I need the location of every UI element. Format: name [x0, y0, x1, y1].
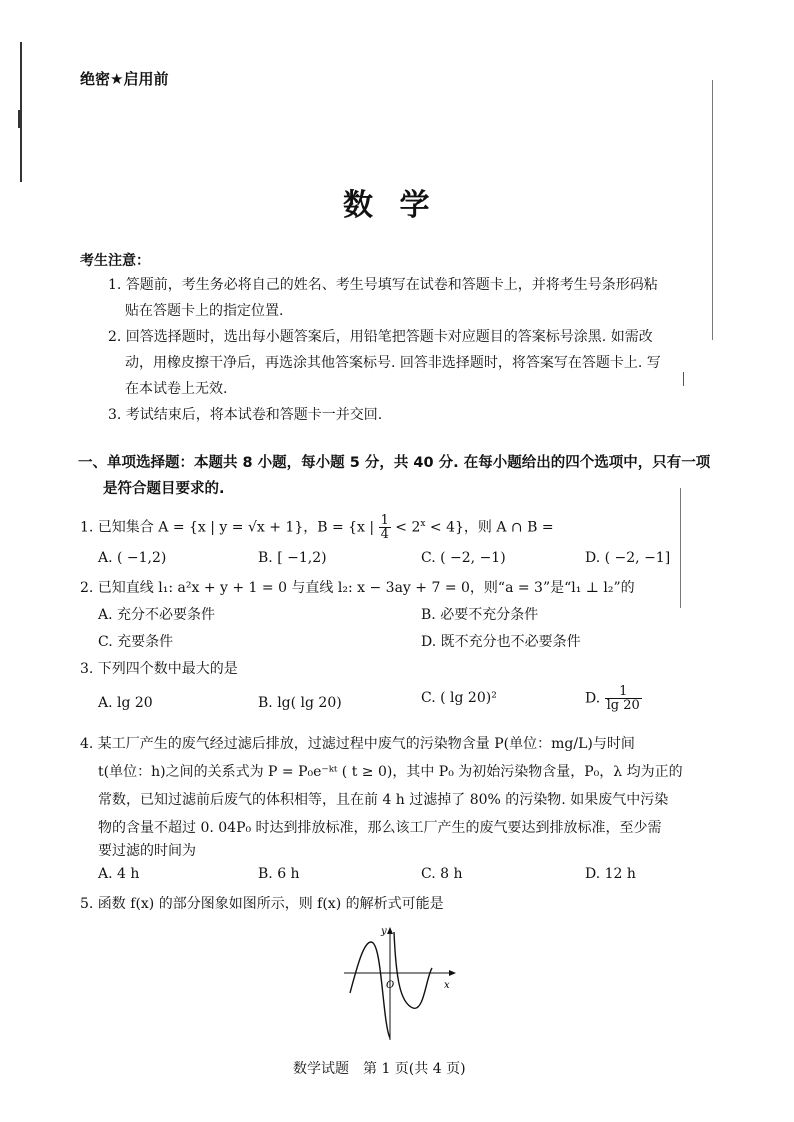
section-heading: 一、单项选择题：本题共 8 小题，每小题 5 分，共 40 分. 在每小题给出的四个选项中，只有一项 [78, 455, 711, 471]
question-2-option-c: C. 充要条件 [98, 634, 174, 650]
question-5-stem: 5. 函数 f(x) 的部分图象如图所示，则 f(x) 的解析式可能是 [80, 896, 444, 912]
notice-line: 动，用橡皮擦干净后，再选涂其他答案标号. 回答非选择题时，将答案写在答题卡上. 写 [125, 355, 661, 371]
question-3-option-b: B. lg( lg 20) [258, 695, 342, 711]
binding-mark [18, 110, 22, 128]
y-axis-label: y [381, 926, 387, 937]
question-2-option-a: A. 充分不必要条件 [98, 607, 216, 623]
question-1-option-d: D. ( −2, −1] [585, 550, 671, 566]
notice-line: 1. 答题前，考生务必将自己的姓名、考生号填写在试卷和答题卡上，并将考生号条形码粘 [108, 277, 658, 293]
question-4-line: 要过滤的时间为 [98, 843, 196, 859]
notice-line: 在本试卷上无效. [125, 381, 228, 397]
question-4-option-b: B. 6 h [258, 866, 300, 882]
function-graph [338, 918, 462, 1046]
origin-label: O [386, 980, 395, 991]
x-axis-arrow [449, 970, 456, 976]
question-4-line: 4. 某工厂产生的废气经过滤后排放，过滤过程中废气的污染物含量 P(单位：mg/L)与时间 [80, 736, 635, 752]
question-1-option-c: C. ( −2, −1) [421, 550, 506, 566]
binding-mark [683, 372, 684, 386]
question-1-option-b: B. [ −1,2) [258, 550, 327, 566]
question-3-stem: 3. 下列四个数中最大的是 [80, 661, 238, 677]
question-2-option-b: B. 必要不充分条件 [421, 607, 539, 623]
x-axis-label: x [444, 980, 450, 991]
question-3-option-a: A. lg 20 [98, 695, 153, 711]
question-4-option-a: A. 4 h [98, 866, 140, 882]
question-2-stem: 2. 已知直线 l₁: a²x + y + 1 = 0 与直线 l₂: x − 3ay + 7 = 0，则“a = 3”是“l₁ ⊥ l₂”的 [80, 580, 635, 596]
binding-mark [712, 80, 713, 340]
page-title: 数 学 [343, 188, 438, 223]
notice-line: 3. 考试结束后，将本试卷和答题卡一并交回. [108, 407, 383, 423]
question-3-option-d: D. $\frac{1}{\lg 20}$ [585, 684, 640, 713]
question-1-stem: 1. 已知集合 A = {x | y = √x + 1}，B = {x | $\frac{1}{4}$ < $2^x < 4$}，则 A ∩ B = [80, 513, 554, 542]
question-3-option-c: C. ( lg 20)² [421, 690, 497, 706]
notice-line: 贴在答题卡上的指定位置. [125, 303, 284, 319]
notice-line: 2. 回答选择题时，选出每小题答案后，用铅笔把答题卡对应题目的答案标号涂黑. 如需改 [108, 329, 653, 345]
section-heading-cont: 是符合题目要求的. [103, 481, 225, 497]
notice-heading: 考生注意： [80, 253, 150, 269]
binding-mark [680, 488, 681, 608]
question-4-line: 常数，已知过滤前后废气的体积相等，且在前 4 h 过滤掉了 80% 的污染物. 如果废气中污染 [98, 792, 669, 808]
question-1-option-a: A. ( −1,2) [98, 550, 167, 566]
y-axis-arrow [387, 927, 393, 934]
function-curve-right [394, 932, 432, 1008]
function-curve-left [350, 942, 390, 1038]
question-4-option-d: D. 12 h [585, 866, 636, 882]
question-2-option-d: D. 既不充分也不必要条件 [421, 634, 581, 650]
question-4-line: t(单位：h)之间的关系式为 P = P₀e⁻ᵏᵗ ( t ≥ 0)，其中 P₀ 为初始污染物含量，P₀，λ 均为正的 [98, 764, 683, 780]
question-4-option-c: C. 8 h [421, 866, 463, 882]
question-4-line: 物的含量不超过 0. 04P₀ 时达到排放标准，那么该工厂产生的废气要达到排放标准，至少需 [98, 820, 662, 836]
page-footer: 数学试题 第 1 页(共 4 页) [293, 1061, 466, 1077]
confidential-label: 绝密★启用前 [80, 70, 169, 88]
